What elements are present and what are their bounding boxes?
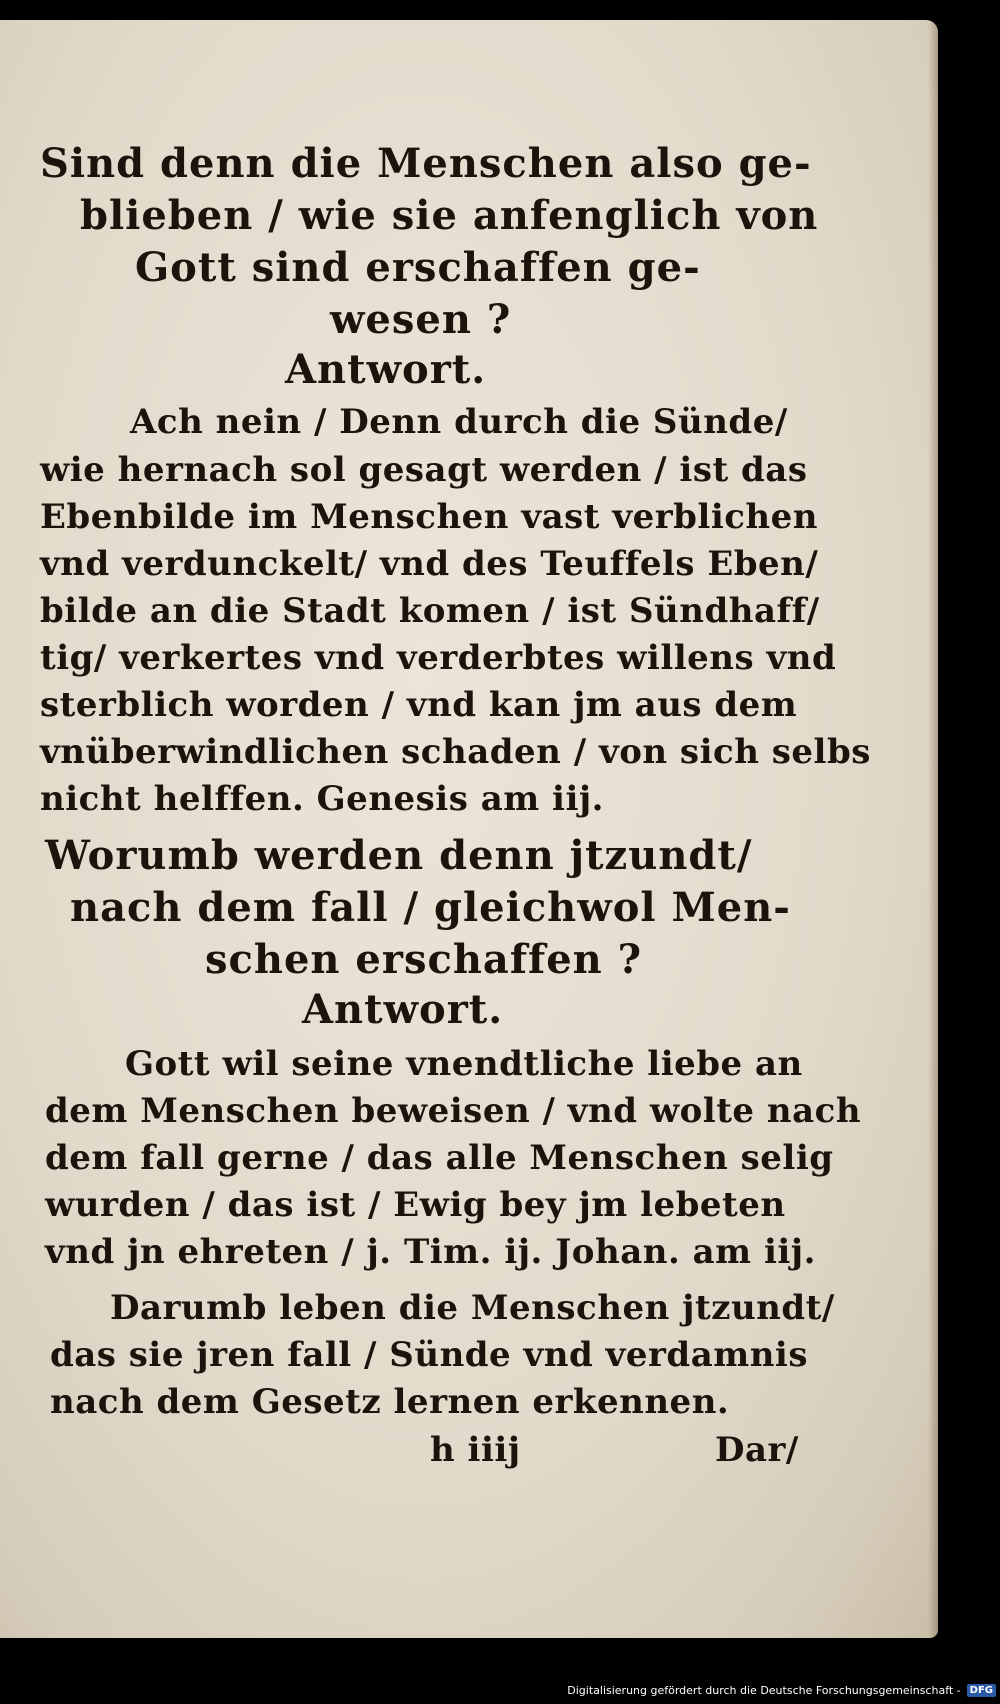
answer-1-line: vnüberwindlichen schaden / von sich selbs [40, 732, 871, 772]
question-1-line: blieben / wie sie anfenglich von [80, 192, 819, 239]
page-edge [928, 20, 938, 1638]
catchword: Dar/ [715, 1430, 799, 1470]
answer-1-line: wie hernach sol gesagt werden / ist das [40, 450, 808, 490]
answer-2-line: dem Menschen beweisen / vnd wolte nach [45, 1091, 862, 1131]
answer-1-line: vnd verdunckelt/ vnd des Teuffels Eben/ [40, 544, 819, 584]
digitization-credit [567, 1680, 996, 1700]
paragraph-3-line: das sie jren fall / Sünde vnd verdamnis [50, 1335, 808, 1375]
answer-2-line: wurden / das ist / Ewig bey jm lebeten [45, 1185, 786, 1225]
paragraph-3-line: Darumb leben die Menschen jtzundt/ [110, 1288, 835, 1328]
answer-1-line: tig/ verkertes vnd verderbtes willens vnd [40, 638, 837, 678]
credit-text: Digitalisierung gefördert durch die Deutsche Forschungsgemeinschaft - [567, 1683, 961, 1697]
answer-1-line: Ach nein / Denn durch die Sünde/ [130, 402, 788, 442]
answer-label: Antwort. [302, 986, 504, 1033]
paragraph-3-line: nach dem Gesetz lernen erkennen. [50, 1382, 730, 1422]
answer-label: Antwort. [285, 346, 487, 393]
question-1-line: Gott sind erschaffen ge- [135, 244, 701, 291]
answer-1-line: nicht helffen. Genesis am iij. [40, 779, 605, 819]
answer-2-line: vnd jn ehreten / j. Tim. ij. Johan. am iij. [45, 1232, 816, 1272]
signature-mark: h iiij [430, 1430, 521, 1470]
question-2-line: schen erschaffen ? [205, 936, 643, 983]
question-1-line: wesen ? [330, 296, 512, 343]
answer-1-line: sterblich worden / vnd kan jm aus dem [40, 685, 798, 725]
question-2-line: nach dem fall / gleichwol Men- [70, 884, 791, 931]
answer-2-line: Gott wil seine vnendtliche liebe an [125, 1044, 803, 1084]
dfg-logo: DFG [967, 1684, 996, 1697]
question-1-line: Sind denn die Menschen also ge- [40, 140, 812, 187]
answer-2-line: dem fall gerne / das alle Menschen selig [45, 1138, 834, 1178]
answer-1-line: bilde an die Stadt komen / ist Sündhaff/ [40, 591, 820, 631]
book-page [0, 20, 938, 1638]
question-2-line: Worumb werden denn jtzundt/ [45, 832, 753, 879]
answer-1-line: Ebenbilde im Menschen vast verblichen [40, 497, 819, 537]
